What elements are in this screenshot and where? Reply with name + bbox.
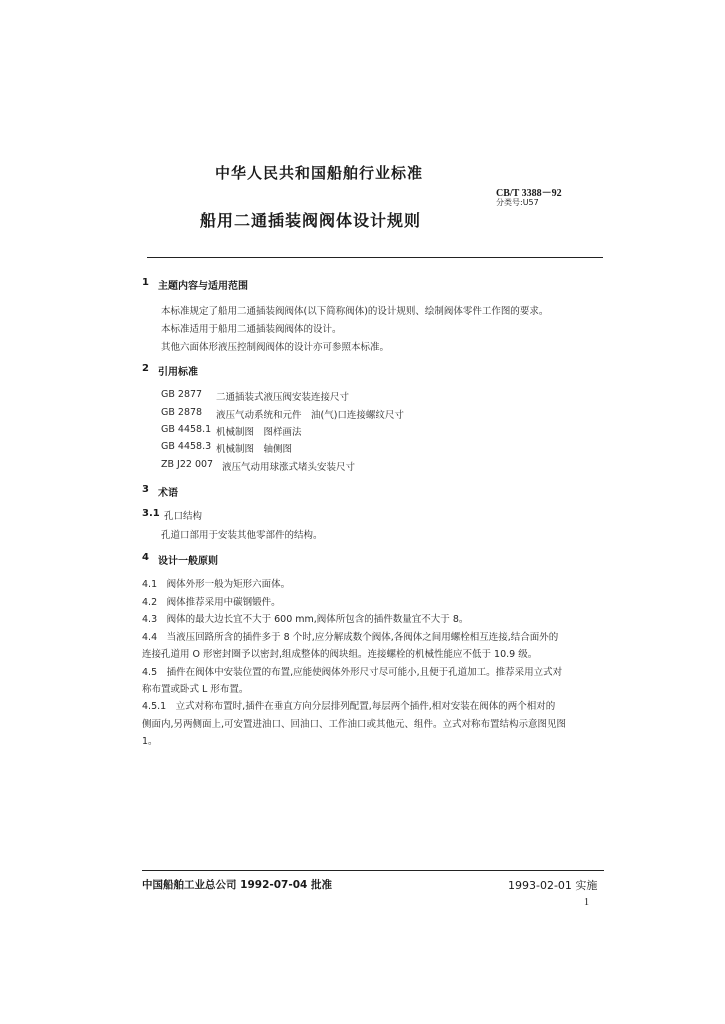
clause-4-3: 4.3 阀体的最大边长宜不大于 600 mm,阀体所包含的插件数量宜不大于 8。 [142, 614, 469, 625]
ref-name: 液压气动用球涨式堵头安装尺寸 [222, 462, 356, 473]
clause-4-4-line-2: 连接孔道用 O 形密封圈予以密封,组成整体的阀块组。连接螺栓的机械性能应不低于 10.9 级。 [142, 649, 538, 660]
section-3-number: 3 [142, 484, 149, 495]
clause-4-1: 4.1 阀体外形一般为矩形六面体。 [142, 579, 291, 590]
clause-4-5-line-1: 4.5 插件在阀体中安装位置的布置,应能使阀体外形尺寸尽可能小,且便于孔道加工。推荐采用立式对 [142, 667, 563, 678]
ref-code: GB 2877 [161, 389, 203, 400]
section-1-number: 1 [142, 277, 149, 288]
section-4-title: 设计一般原则 [158, 556, 218, 567]
effective-date: 1993-02-01 实施 [508, 879, 598, 892]
standard-number: CB/T 3388－92 [496, 188, 562, 199]
document-title: 船用二通插装阀阀体设计规则 [200, 211, 422, 230]
clause-4-5-1-line-3: 1。 [142, 736, 158, 747]
clause-4-4-line-1: 4.4 当液压回路所含的插件多于 8 个时,应分解成数个阀体,各阀体之间用螺栓相互连接,结合面外的 [142, 632, 559, 643]
ref-name: 机械制图 图样画法 [216, 427, 302, 438]
section-2-number: 2 [142, 363, 149, 374]
ref-code: GB 4458.3 [161, 441, 212, 452]
section-1-line-2: 本标准适用于船用二通插装阀阀体的设计。 [161, 324, 342, 335]
ref-name: 二通插装式液压阀安装连接尺寸 [216, 392, 350, 403]
section-2-title: 引用标准 [158, 367, 198, 378]
classification-number: 分类号:U57 [496, 198, 539, 207]
section-1-title: 主题内容与适用范围 [158, 281, 248, 292]
org-title: 中华人民共和国船舶行业标准 [215, 164, 424, 182]
clause-4-5-1-line-2: 侧面内,另两侧面上,可安置进油口、回油口、工作油口或其他元、组件。立式对称布置结构示意图见图 [142, 719, 567, 730]
section-1-line-3: 其他六面体形液压控制阀阀体的设计亦可参照本标准。 [161, 342, 390, 353]
section-3-title: 术语 [158, 488, 178, 499]
clause-4-5-1-line-1: 4.5.1 立式对称布置时,插件在垂直方向分层排列配置,每层两个插件,相对安装在阀体的两个相对的 [142, 701, 556, 712]
footer-rule [142, 870, 604, 871]
subsection-3-1-title: 孔口结构 [164, 511, 203, 522]
header-rule [147, 257, 603, 258]
page-number: 1 [584, 897, 589, 908]
approval-text: 中国船舶工业总公司 1992-07-04 批准 [142, 879, 332, 891]
section-4-number: 4 [142, 552, 149, 563]
section-1-line-1: 本标准规定了船用二通插装阀阀体(以下简称阀体)的设计规则、绘制阀体零件工作图的要求。 [161, 306, 549, 317]
ref-code: GB 4458.1 [161, 424, 212, 435]
subsection-3-1-number: 3.1 [142, 508, 160, 519]
ref-name: 液压气动系统和元件 油(气)口连接螺纹尺寸 [216, 410, 404, 421]
ref-name: 机械制图 轴侧图 [216, 444, 293, 455]
clause-4-2: 4.2 阀体推荐采用中碳钢锻件。 [142, 597, 281, 608]
subsection-3-1-text: 孔道口部用于安装其他零部件的结构。 [161, 530, 323, 541]
ref-code: ZB J22 007 [161, 459, 214, 470]
ref-code: GB 2878 [161, 407, 203, 418]
clause-4-5-line-2: 称布置或卧式 L 形布置。 [142, 684, 249, 695]
